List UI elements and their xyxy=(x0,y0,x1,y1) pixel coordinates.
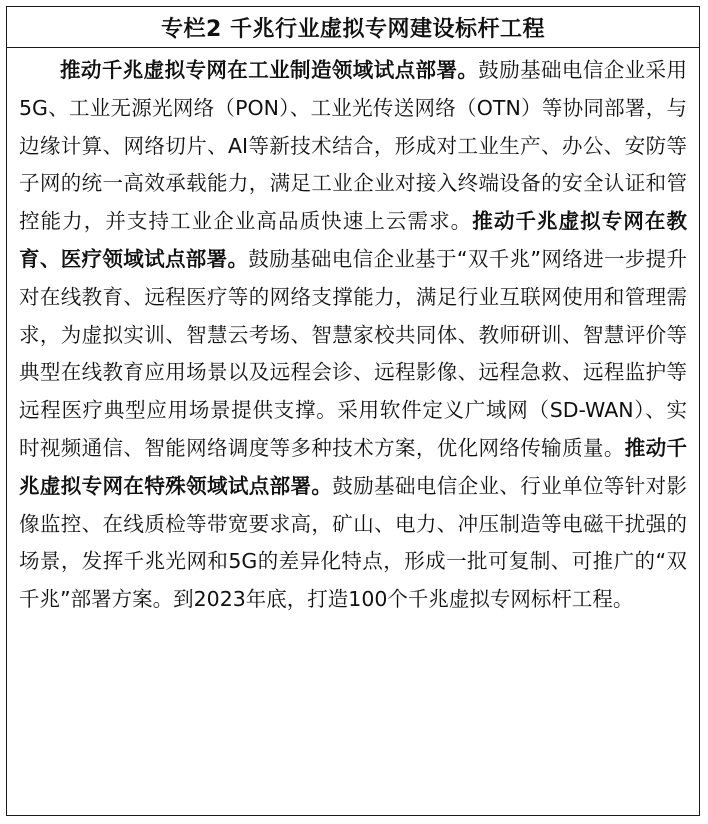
lead-education-medical: 推动千兆虚拟专网在教育、医疗领域试点部署。 xyxy=(19,209,687,271)
column-body xyxy=(7,48,699,619)
text-industrial: 鼓励基础电信企业采用5G、工业无源光网络（PON）、工业光传送网络（OTN）等协同部署，与边缘计算、网络切片、AI等新技术结合，形成对工业生产、办公、安防等子网的统一高效承载能力，满足工业企业对接入终端设备的安全认证和管控能力，并支持工业企业高品质快速上云需求。 xyxy=(19,58,688,234)
text-special-fields: 鼓励基础电信企业、行业单位等针对影像监控、在线质检等带宽要求高，矿山、电力、冲压制造等电磁干扰强的场景，发挥千兆光网和5G的差异化特点，形成一批可复制、可推广的“双千兆”部署方案。到2023年底，打造100个千兆虚拟专网标杆工程。 xyxy=(19,473,688,612)
lead-special-fields: 推动千兆虚拟专网在特殊领域试点部署。 xyxy=(19,435,688,498)
column-box xyxy=(6,6,700,816)
column-title: 专栏2 千兆行业虚拟专网建设标杆工程 xyxy=(7,7,699,48)
lead-industrial: 推动千兆虚拟专网在工业制造领域试点部署。 xyxy=(60,58,479,82)
text-education-medical: 鼓励基础电信企业基于“双千兆”网络进一步提升对在线教育、远程医疗等的网络支撑能力，满足行业互联网使用和管理需求，为虚拟实训、智慧云考场、智慧家校共同体、教师研训、智慧评价等典型在线教育应用场景以及远程会诊、远程影像、远程急救、远程监护等远程医疗典型应用场景提供支撑。采用软件定义广域网（SD-WAN）、实时视频通信、智能网络调度等多种技术方案，优化网络传输质量。 xyxy=(19,246,687,460)
